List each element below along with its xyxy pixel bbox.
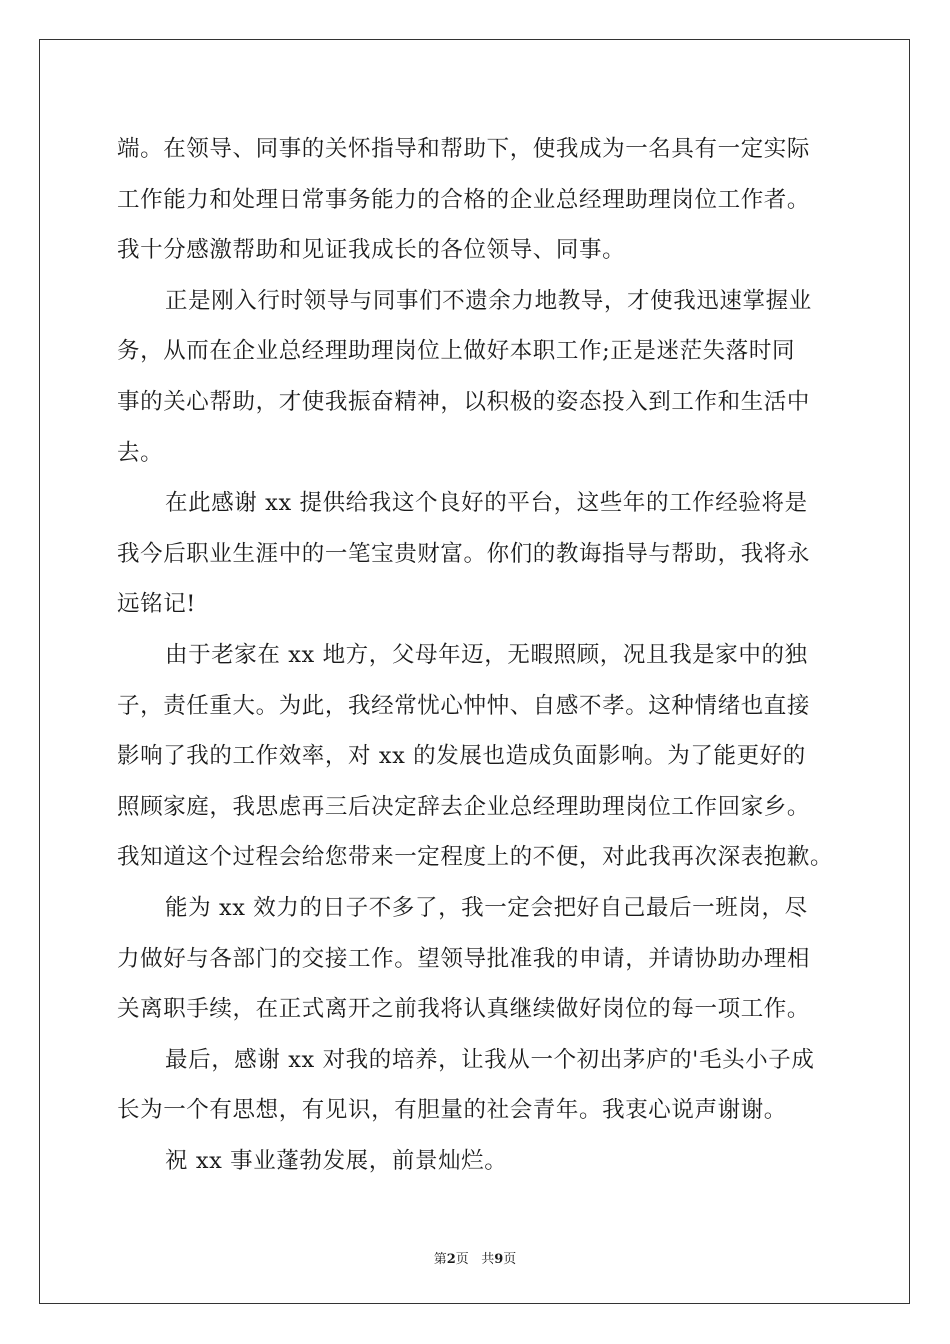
total-prefix: 共 bbox=[481, 1252, 495, 1267]
text-line: 长为一个有思想，有见识，有胆量的社会青年。我衷心说声谢谢。 bbox=[117, 1097, 787, 1124]
text-line: 子，责任重大。为此，我经常忧心忡忡、自感不孝。这种情绪也直接 bbox=[117, 692, 811, 719]
text-line: 力做好与各部门的交接工作。望领导批准我的申请，并请协助办理相 bbox=[117, 945, 811, 972]
total-suffix: 页 bbox=[503, 1252, 517, 1267]
page-footer bbox=[0, 1248, 950, 1267]
text-line: 工作能力和处理日常事务能力的合格的企业总经理助理岗位工作者。 bbox=[117, 186, 811, 213]
text-line: 我十分感激帮助和见证我成长的各位领导、同事。 bbox=[117, 237, 626, 264]
text-line: 远铭记! bbox=[117, 591, 196, 618]
text-line: 去。 bbox=[117, 439, 164, 466]
text-line: 事的关心帮助，才使我振奋精神，以积极的姿态投入到工作和生活中 bbox=[117, 388, 811, 415]
paragraph-start-line: 由于老家在 xx 地方，父母年迈，无暇照顾，况且我是家中的独 bbox=[165, 641, 808, 668]
text-line: 务，从而在企业总经理助理岗位上做好本职工作;正是迷茫失落时同 bbox=[117, 338, 796, 365]
total-pages-number: 9 bbox=[494, 1252, 504, 1267]
paragraph-start-line: 能为 xx 效力的日子不多了，我一定会把好自己最后一班岗，尽 bbox=[165, 894, 808, 921]
page-suffix: 页 bbox=[455, 1252, 469, 1267]
text-line: 端。在领导、同事的关怀指导和帮助下，使我成为一名具有一定实际 bbox=[117, 136, 811, 162]
text-line: 影响了我的工作效率，对 xx 的发展也造成负面影响。为了能更好的 bbox=[117, 743, 806, 770]
document-body bbox=[117, 124, 847, 1186]
text-line: 关离职手续，在正式离开之前我将认真继续做好岗位的每一项工作。 bbox=[117, 996, 811, 1023]
paragraph-start-line: 正是刚入行时领导与同事们不遗余力地教导，才使我迅速掌握业 bbox=[165, 287, 812, 314]
text-line: 我知道这个过程会给您带来一定程度上的不便，对此我再次深表抱歉。 bbox=[117, 844, 834, 871]
paragraph-start-line: 祝 xx 事业蓬勃发展，前景灿烂。 bbox=[165, 1147, 508, 1174]
current-page-number: 2 bbox=[446, 1252, 456, 1267]
text-line: 照顾家庭，我思虑再三后决定辞去企业总经理助理岗位工作回家乡。 bbox=[117, 793, 811, 820]
paragraph-start-line: 在此感谢 xx 提供给我这个良好的平台，这些年的工作经验将是 bbox=[165, 490, 808, 517]
paragraph-start-line: 最后，感谢 xx 对我的培养，让我从一个初出茅庐的'毛头小子成 bbox=[165, 1046, 815, 1073]
text-line: 我今后职业生涯中的一笔宝贵财富。你们的教诲指导与帮助，我将永 bbox=[117, 540, 811, 567]
page-prefix: 第 bbox=[433, 1252, 447, 1267]
